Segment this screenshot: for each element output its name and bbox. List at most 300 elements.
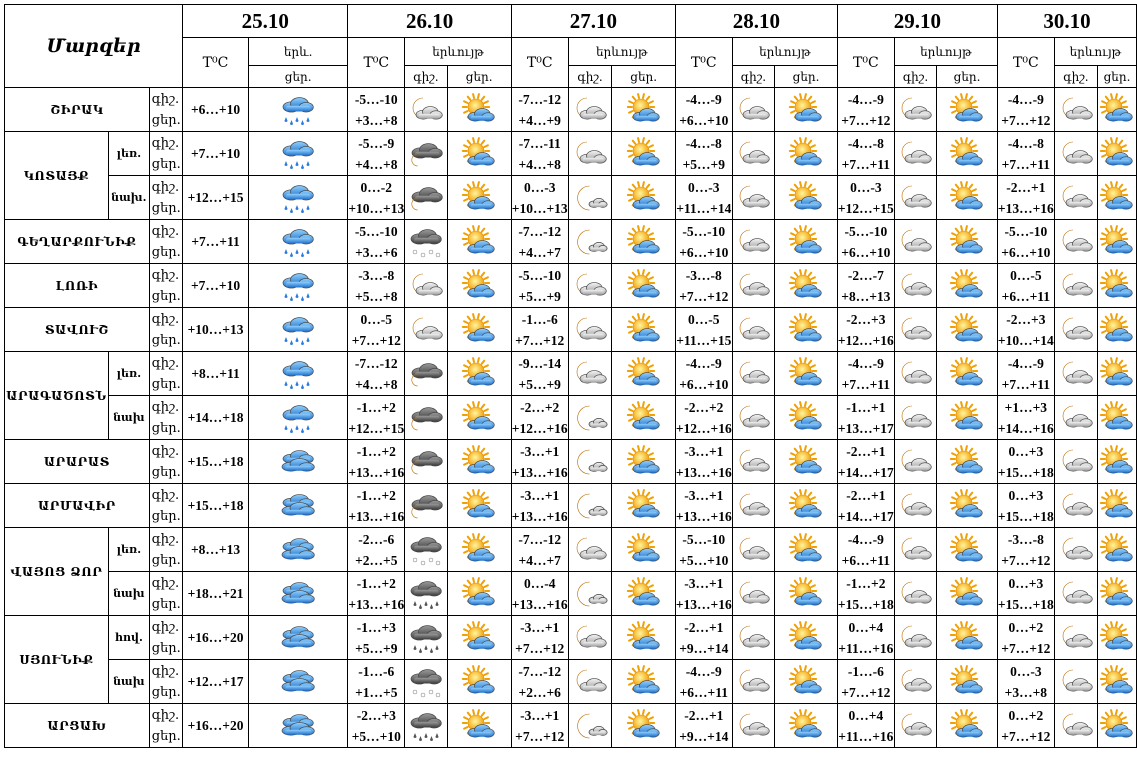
cloudy-icon — [279, 533, 317, 567]
moon-cloud-icon — [1057, 269, 1095, 303]
weather-icon-cell — [248, 704, 347, 748]
sun-cloud-icon — [460, 357, 498, 391]
night-temp: -7…-12 — [518, 223, 562, 239]
day-temp: +7…+12 — [841, 684, 891, 700]
day-temp: +6…+10 — [1001, 244, 1051, 260]
day-label: ցեր. — [151, 420, 181, 436]
date-header: 29.10 — [837, 5, 997, 38]
cloudy-icon — [279, 665, 317, 699]
day-temp: +14…+17 — [837, 464, 894, 480]
temp-range — [511, 704, 568, 748]
night-icon-cell — [732, 440, 774, 484]
night-icon-cell — [1054, 308, 1097, 352]
night-temp: -5…-10 — [518, 267, 562, 283]
night-icon-cell — [894, 660, 936, 704]
day-icon-cell — [612, 484, 675, 528]
phenomenon-header: երևույթ — [568, 38, 675, 66]
temp-range — [837, 352, 894, 396]
temp-range — [997, 396, 1054, 440]
day-icon-cell — [1098, 572, 1137, 616]
sun-cloud-icon — [1098, 533, 1136, 567]
region-name: ՍՅՈՒՆԻՔ — [5, 616, 109, 704]
day-label: ցեր. — [151, 464, 181, 480]
region-name: ՇԻՐԱԿ — [5, 88, 150, 132]
day-temp: +10…+13 — [348, 200, 405, 216]
day-icon-cell — [775, 308, 838, 352]
sun-cloud-icon — [460, 709, 498, 743]
night-temp: -1…+2 — [356, 487, 396, 503]
moon-icon — [571, 445, 609, 479]
temp-day25: +8…+11 — [183, 352, 249, 396]
night-day-label — [149, 440, 182, 484]
sun-cloud-icon — [625, 181, 663, 215]
moon-cloud-icon — [734, 401, 772, 435]
moon-cloud-icon — [896, 489, 934, 523]
night-temp: -2…+1 — [1006, 179, 1046, 195]
sun-cloud-icon — [625, 709, 663, 743]
temp-range — [675, 220, 732, 264]
night-day-label — [149, 484, 182, 528]
night-temp: 0…-4 — [523, 575, 556, 591]
night-icon-cell — [732, 88, 774, 132]
night-icon-cell — [568, 440, 612, 484]
region-row — [5, 176, 1137, 220]
region-name: ԱՐԱՐԱՏ — [5, 440, 150, 484]
subregion-name: հով. — [108, 616, 149, 660]
day-icon-cell — [612, 528, 675, 572]
day-temp: +6…+10 — [841, 244, 891, 260]
temp-range — [511, 616, 568, 660]
region-row — [5, 528, 1137, 572]
sun-cloud-icon — [787, 577, 825, 611]
day-label: ցեր. — [151, 728, 181, 744]
night-temp: 0…-3 — [1010, 663, 1042, 679]
temp-range — [837, 308, 894, 352]
subregion-name: նախ — [108, 660, 149, 704]
day-icon-cell — [937, 176, 998, 220]
phenomenon-header: երևույթ — [405, 38, 512, 66]
sun-cloud-icon — [1098, 93, 1136, 127]
region-row — [5, 220, 1137, 264]
moon-cloud-icon — [734, 269, 772, 303]
weather-icon-cell — [248, 264, 347, 308]
temp-day25: +16…+20 — [183, 704, 249, 748]
sun-cloud-icon — [460, 621, 498, 655]
rain-icon — [279, 357, 317, 391]
night-label: գիշ. — [151, 575, 180, 591]
night-temp: -4…-9 — [847, 355, 884, 371]
moon-cloud-icon — [734, 181, 772, 215]
day-label: ցեր. — [151, 332, 181, 348]
night-temp: -1…+2 — [356, 399, 396, 415]
day-temp: +6…+10 — [679, 244, 729, 260]
night-icon-cell — [1054, 572, 1097, 616]
night-icon-cell — [894, 176, 936, 220]
night-icon-cell — [568, 132, 612, 176]
day-icon-cell — [937, 572, 998, 616]
day-temp: +4…+8 — [355, 376, 398, 392]
day-icon-cell — [775, 484, 838, 528]
dark-cloud-icon — [407, 357, 445, 391]
night-icon-cell — [1054, 528, 1097, 572]
day-temp: +7…+12 — [515, 728, 565, 744]
cloudy-icon — [279, 577, 317, 611]
moon-cloud-icon — [407, 313, 445, 347]
night-temp: -3…+1 — [520, 487, 560, 503]
moon-cloud-icon — [1057, 225, 1095, 259]
region-name: ԳԵՂԱՐՔՈՒՆԻՔ — [5, 220, 150, 264]
moon-icon — [571, 709, 609, 743]
temp-range — [675, 440, 732, 484]
night-icon-cell — [732, 572, 774, 616]
temp-range — [511, 220, 568, 264]
temp-header: T⁰C — [997, 38, 1054, 88]
night-temp: 0…-2 — [360, 179, 393, 195]
day-icon-cell — [937, 264, 998, 308]
night-temp: -4…-9 — [685, 355, 722, 371]
date-header: 30.10 — [997, 5, 1136, 38]
temp-range — [511, 528, 568, 572]
day-temp: +3…+6 — [355, 244, 398, 260]
night-icon-cell — [405, 572, 447, 616]
date-header: 27.10 — [511, 5, 675, 38]
temp-range — [348, 572, 405, 616]
night-icon-cell — [732, 352, 774, 396]
day-label: ցեր. — [612, 66, 675, 88]
day-icon-cell — [775, 88, 838, 132]
moon-cloud-icon — [734, 93, 772, 127]
temp-range — [837, 616, 894, 660]
night-temp: -4…-9 — [847, 91, 884, 107]
day-icon-cell — [937, 660, 998, 704]
temp-range — [837, 704, 894, 748]
temp-range — [348, 704, 405, 748]
sun-cloud-icon — [460, 489, 498, 523]
night-temp: -3…+1 — [684, 487, 724, 503]
night-icon-cell — [405, 704, 447, 748]
night-day-label — [149, 572, 182, 616]
day-icon-cell — [1098, 484, 1137, 528]
night-icon-cell — [732, 220, 774, 264]
sun-cloud-icon — [460, 269, 498, 303]
sun-cloud-icon — [625, 533, 663, 567]
sun-cloud-icon — [948, 445, 986, 479]
day-icon-cell — [612, 352, 675, 396]
sun-cloud-icon — [1098, 401, 1136, 435]
date-header: 28.10 — [675, 5, 837, 38]
temp-header: T⁰C — [837, 38, 894, 88]
night-temp: 0…+4 — [848, 619, 884, 635]
night-label: գիշ. — [151, 443, 180, 459]
day-label: ցեր. — [248, 66, 347, 88]
dark-cloud-icon — [407, 137, 445, 171]
day-icon-cell — [447, 704, 511, 748]
moon-cloud-icon — [407, 269, 445, 303]
night-temp: 0…+2 — [1008, 619, 1044, 635]
sun-cloud-icon — [625, 489, 663, 523]
temp-day25: +7…+10 — [183, 132, 249, 176]
forecast-table — [4, 4, 1137, 748]
temp-range — [837, 88, 894, 132]
temp-range — [675, 308, 732, 352]
weather-icon-cell — [248, 308, 347, 352]
sun-cloud-icon — [948, 577, 986, 611]
night-icon-cell — [568, 308, 612, 352]
subregion-name: նախ — [108, 572, 149, 616]
region-name: ՎԱՅՈՑ ՁՈՐ — [5, 528, 109, 616]
temp-range — [997, 132, 1054, 176]
day-icon-cell — [937, 308, 998, 352]
region-row — [5, 660, 1137, 704]
night-label: գիշ. — [151, 223, 180, 239]
temp-header: T⁰C — [675, 38, 732, 88]
sun-cloud-icon — [1098, 137, 1136, 171]
moon-cloud-icon — [734, 665, 772, 699]
night-temp: -2…+3 — [846, 311, 886, 327]
day-temp: +12…+15 — [348, 420, 405, 436]
day-temp: +11…+14 — [676, 200, 732, 216]
date-header-row — [5, 5, 1137, 38]
moon-cloud-icon — [896, 709, 934, 743]
night-temp: 0…-5 — [1010, 267, 1042, 283]
night-icon-cell — [732, 484, 774, 528]
sun-cloud-icon — [1098, 225, 1136, 259]
snow-cloud-icon — [407, 225, 445, 259]
day-icon-cell — [612, 220, 675, 264]
night-icon-cell — [405, 660, 447, 704]
day-temp: +13…+16 — [675, 508, 732, 524]
night-icon-cell — [405, 220, 447, 264]
region-row — [5, 396, 1137, 440]
night-temp: 0…+4 — [848, 707, 884, 723]
rain-icon — [279, 93, 317, 127]
temp-range — [997, 264, 1054, 308]
moon-cloud-icon — [896, 533, 934, 567]
night-temp: -2…-7 — [847, 267, 884, 283]
day-icon-cell — [1098, 660, 1137, 704]
day-temp: +15…+18 — [997, 596, 1054, 612]
day-icon-cell — [937, 484, 998, 528]
night-label: գիշ. — [151, 179, 180, 195]
temp-range — [348, 440, 405, 484]
moon-cloud-icon — [571, 621, 609, 655]
night-icon-cell — [405, 528, 447, 572]
night-icon-cell — [732, 132, 774, 176]
sun-cloud-icon — [948, 665, 986, 699]
night-icon-cell — [1054, 660, 1097, 704]
sun-cloud-icon — [460, 445, 498, 479]
day-temp: +5…+10 — [679, 552, 729, 568]
day-icon-cell — [1098, 88, 1137, 132]
temp-range — [997, 220, 1054, 264]
day-icon-cell — [1098, 396, 1137, 440]
night-temp: -7…-12 — [518, 531, 562, 547]
night-icon-cell — [894, 132, 936, 176]
day-label: ցեր. — [447, 66, 511, 88]
night-temp: 0…+3 — [1008, 443, 1044, 459]
weather-icon-cell — [248, 396, 347, 440]
sun-cloud-icon — [1098, 665, 1136, 699]
sun-cloud-icon — [787, 225, 825, 259]
day-icon-cell — [612, 572, 675, 616]
weather-icon-cell — [248, 528, 347, 572]
temp-range — [997, 88, 1054, 132]
night-day-label — [149, 220, 182, 264]
day-temp: +9…+14 — [679, 640, 729, 656]
rain-icon — [279, 401, 317, 435]
day-icon-cell — [612, 704, 675, 748]
sun-cloud-icon — [1098, 181, 1136, 215]
day-label: ցեր. — [775, 66, 838, 88]
night-icon-cell — [1054, 88, 1097, 132]
moon-cloud-icon — [896, 621, 934, 655]
day-icon-cell — [1098, 704, 1137, 748]
day-temp: +5…+10 — [351, 728, 401, 744]
phenomenon-header: երևույթ — [732, 38, 837, 66]
sun-cloud-icon — [787, 489, 825, 523]
temp-range — [348, 264, 405, 308]
moon-cloud-icon — [1057, 577, 1095, 611]
sun-cloud-icon — [948, 313, 986, 347]
day-temp: +14…+17 — [837, 508, 894, 524]
night-label: գիշ. — [151, 531, 180, 547]
day-temp: +5…+9 — [518, 288, 561, 304]
rain-cloud-icon — [407, 577, 445, 611]
day-temp: +7…+11 — [1001, 156, 1051, 172]
temp-day25: +14…+18 — [183, 396, 249, 440]
day-label: ցեր. — [151, 288, 181, 304]
night-temp: -3…+1 — [684, 443, 724, 459]
night-temp: -2…+1 — [684, 619, 724, 635]
day-temp: +7…+12 — [1001, 112, 1051, 128]
night-day-label — [149, 396, 182, 440]
day-temp: +13…+16 — [348, 508, 405, 524]
day-temp: +6…+11 — [1001, 288, 1051, 304]
night-temp: -4…-9 — [847, 531, 884, 547]
night-icon-cell — [732, 528, 774, 572]
night-icon-cell — [894, 440, 936, 484]
day-icon-cell — [937, 352, 998, 396]
night-temp: -7…-11 — [518, 135, 561, 151]
day-temp: +3…+8 — [1004, 684, 1048, 700]
weather-icon-cell — [248, 176, 347, 220]
night-day-label — [149, 616, 182, 660]
night-temp: -7…-12 — [354, 355, 398, 371]
rain-icon — [279, 225, 317, 259]
sun-cloud-icon — [787, 181, 825, 215]
temp-day25: +6…+10 — [183, 88, 249, 132]
temp-range — [348, 528, 405, 572]
moon-icon — [571, 401, 609, 435]
day-icon-cell — [775, 528, 838, 572]
moon-icon — [571, 577, 609, 611]
temp-range — [511, 132, 568, 176]
night-label: գիշ. — [151, 487, 180, 503]
moon-cloud-icon — [1057, 665, 1095, 699]
day-label: ցեր. — [151, 596, 181, 612]
day-icon-cell — [775, 616, 838, 660]
temp-range — [997, 572, 1054, 616]
temp-range — [837, 440, 894, 484]
moon-cloud-icon — [896, 313, 934, 347]
sun-cloud-icon — [787, 665, 825, 699]
sun-cloud-icon — [1098, 357, 1136, 391]
night-temp: -1…+2 — [356, 575, 396, 591]
night-icon-cell — [894, 396, 936, 440]
sun-cloud-icon — [625, 137, 663, 171]
moon-cloud-icon — [896, 93, 934, 127]
temp-range — [837, 528, 894, 572]
temp-range — [348, 616, 405, 660]
temp-day25: +15…+18 — [183, 440, 249, 484]
phenomenon-header: երև. — [248, 38, 347, 66]
moon-cloud-icon — [571, 357, 609, 391]
sun-cloud-icon — [625, 313, 663, 347]
day-temp: +4…+8 — [355, 156, 398, 172]
night-temp: -4…-9 — [1007, 91, 1044, 107]
day-temp: +5…+9 — [682, 156, 725, 172]
temp-range — [997, 176, 1054, 220]
cloudy-icon — [279, 489, 317, 523]
moon-cloud-icon — [734, 137, 772, 171]
moon-icon — [571, 225, 609, 259]
night-temp: -7…-12 — [518, 91, 562, 107]
snow-cloud-icon — [407, 533, 445, 567]
subregion-name: լեռ. — [108, 528, 149, 572]
day-temp: +13…+16 — [675, 596, 732, 612]
sun-cloud-icon — [1098, 445, 1136, 479]
day-icon-cell — [775, 132, 838, 176]
day-temp: +3…+8 — [355, 112, 398, 128]
moon-cloud-icon — [1057, 93, 1095, 127]
weather-icon-cell — [248, 440, 347, 484]
temp-range — [675, 484, 732, 528]
temp-day25: +15…+18 — [183, 484, 249, 528]
day-icon-cell — [612, 88, 675, 132]
region-row — [5, 704, 1137, 748]
weather-icon-cell — [248, 88, 347, 132]
weather-icon-cell — [248, 352, 347, 396]
moon-cloud-icon — [1057, 181, 1095, 215]
cloudy-icon — [279, 445, 317, 479]
day-icon-cell — [1098, 352, 1137, 396]
moon-cloud-icon — [571, 93, 609, 127]
temp-range — [675, 176, 732, 220]
rain-icon — [279, 313, 317, 347]
night-temp: +1…+3 — [1004, 399, 1048, 415]
weather-icon-cell — [248, 484, 347, 528]
moon-cloud-icon — [734, 357, 772, 391]
dark-cloud-icon — [407, 445, 445, 479]
day-label: ցեր. — [151, 376, 181, 392]
temp-range — [837, 660, 894, 704]
subregion-name: լեռ. — [108, 132, 149, 176]
region-row — [5, 264, 1137, 308]
day-label: ցեր. — [151, 244, 181, 260]
night-label: գիշ. — [151, 91, 180, 107]
rain-cloud-icon — [407, 709, 445, 743]
day-temp: +13…+16 — [511, 508, 568, 524]
sun-cloud-icon — [625, 269, 663, 303]
night-icon-cell — [894, 484, 936, 528]
temp-range — [348, 308, 405, 352]
cloudy-icon — [279, 621, 317, 655]
sun-cloud-icon — [460, 181, 498, 215]
day-temp: +7…+11 — [1001, 376, 1051, 392]
sun-cloud-icon — [948, 181, 986, 215]
night-temp: -2…+1 — [846, 443, 886, 459]
night-temp: -1…-6 — [847, 663, 884, 679]
